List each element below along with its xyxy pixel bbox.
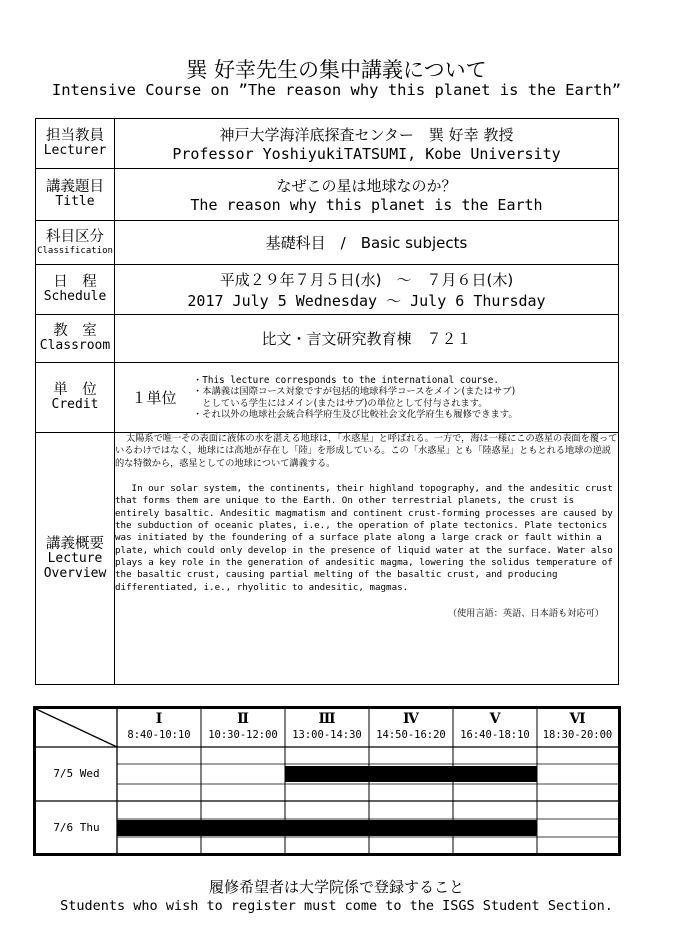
classification-row: [36, 221, 619, 265]
credit-notes: [193, 375, 518, 420]
credit-unit: １単位: [131, 389, 177, 407]
overview-value: [115, 433, 619, 685]
lecture-slot-bar: [117, 820, 537, 836]
title-label: 講義題目 Title: [36, 169, 115, 221]
period-header-6: Ⅵ 18:30-20:00: [542, 711, 613, 741]
schedule-row: [36, 265, 619, 315]
page-title: 巽 好幸先生の集中講義について: [186, 58, 487, 82]
credit-note: ・本講義は国際コース対象ですが包括的地球科学コースをメイン(またはサブ): [193, 386, 516, 398]
row-label-wed: 7/5 Wed: [53, 767, 100, 780]
classroom-value: 比文・言文研究教育棟 ７２１: [115, 315, 619, 363]
overview-text-jp: 太陽系で唯一その表面に液体の水を湛える地球は，「水惑星」と呼ばれる。一方で，海は一様にこの惑星の表面を覆っているわけではなく，地球には高地が存在し「陸」を形成している。この「水惑星」とも「陸惑星」ともとれる地球の逆説的な特徴から，惑星としての地球について講義する。: [115, 433, 618, 469]
footer-jp: 履修希望者は大学院係で登録すること: [208, 878, 464, 896]
lecture-slot-bar: [285, 766, 537, 782]
schedule-value: 平成２９年７月５日(水) ～ ７月６日(木) 2017 July 5 Wednesday ～ July 6 Thursday: [115, 265, 619, 315]
page-subtitle: Intensive Course on ”The reason why this planet is the Earth”: [51, 81, 622, 99]
overview-label: 講義概要 Lecture Overview: [36, 433, 115, 685]
schedule-table: [33, 706, 621, 856]
classification-value: 基礎科目 / Basic subjects: [115, 221, 619, 265]
row-label-thu: 7/6 Thu: [53, 821, 100, 834]
period-header-2: Ⅱ 10:30-12:00: [208, 711, 278, 741]
overview-row: [36, 433, 619, 685]
classroom-label: 教 室 Classroom: [36, 315, 115, 363]
schedule-label: 日 程 Schedule: [36, 265, 115, 315]
course-info-table: [35, 118, 619, 685]
period-header-5: Ⅴ 16:40-18:10: [460, 711, 530, 741]
lecturer-row: [36, 119, 619, 169]
credit-note: ・This lecture corresponds to the international course.: [193, 375, 499, 387]
footer-en: Students who wish to register must come to the ISGS Student Section.: [60, 898, 613, 914]
credit-note: ・それ以外の地球社会統合科学府生及び比較社会文化学府生も履修できます。: [193, 408, 518, 420]
credit-label: 単 位 Credit: [36, 363, 115, 433]
language-note: （使用言語：英語、日本語も対応可）: [447, 607, 604, 619]
credit-row: [36, 363, 619, 433]
overview-text-en: In our solar system, the continents, their highland topography, and the andesitic crust that forms them are unique to the Earth. On other terrestrial planets, the crust is entirely basaltic. Andesitic magmatism and continent crust-forming processes are caused by the subduction of oceanic plates, i.e., the operation of plate tectonics. Plate tectonics was initiated by the foundering of a surface plate along a large crack or fault within a plate, which could only develop in the presence of liquid water at the surface. Water also plays a key role in the generation of andesitic magma, lowering the solidus temperature of the basaltic crust, causing partial melting of the basaltic crust, and producing differentiated, i.e., rhyolitic to andesitic, magmas.: [115, 482, 613, 593]
period-header-3: Ⅲ 13:00-14:30: [292, 711, 362, 741]
lecturer-label: 担当教員 Lecturer: [36, 119, 115, 169]
classroom-row: [36, 315, 619, 363]
credit-note: としている学生にはメイン(またはサブ)の単位として付与されます。: [193, 397, 488, 409]
period-header-4: Ⅳ 14:50-16:20: [376, 711, 446, 741]
title-value: なぜこの星は地球なのか？ The reason why this planet is the Earth: [115, 169, 619, 221]
lecturer-value: 神戸大学海洋底探査センター 巽 好幸 教授 Professor YoshiyukiTATSUMI, Kobe University: [115, 119, 619, 169]
title-row: [36, 169, 619, 221]
classification-label: 科目区分 Classification: [36, 221, 115, 265]
credit-value: [115, 363, 619, 433]
corner-diagonal: [36, 709, 117, 747]
period-header-1: Ⅰ 8:40-10:10: [127, 711, 191, 741]
